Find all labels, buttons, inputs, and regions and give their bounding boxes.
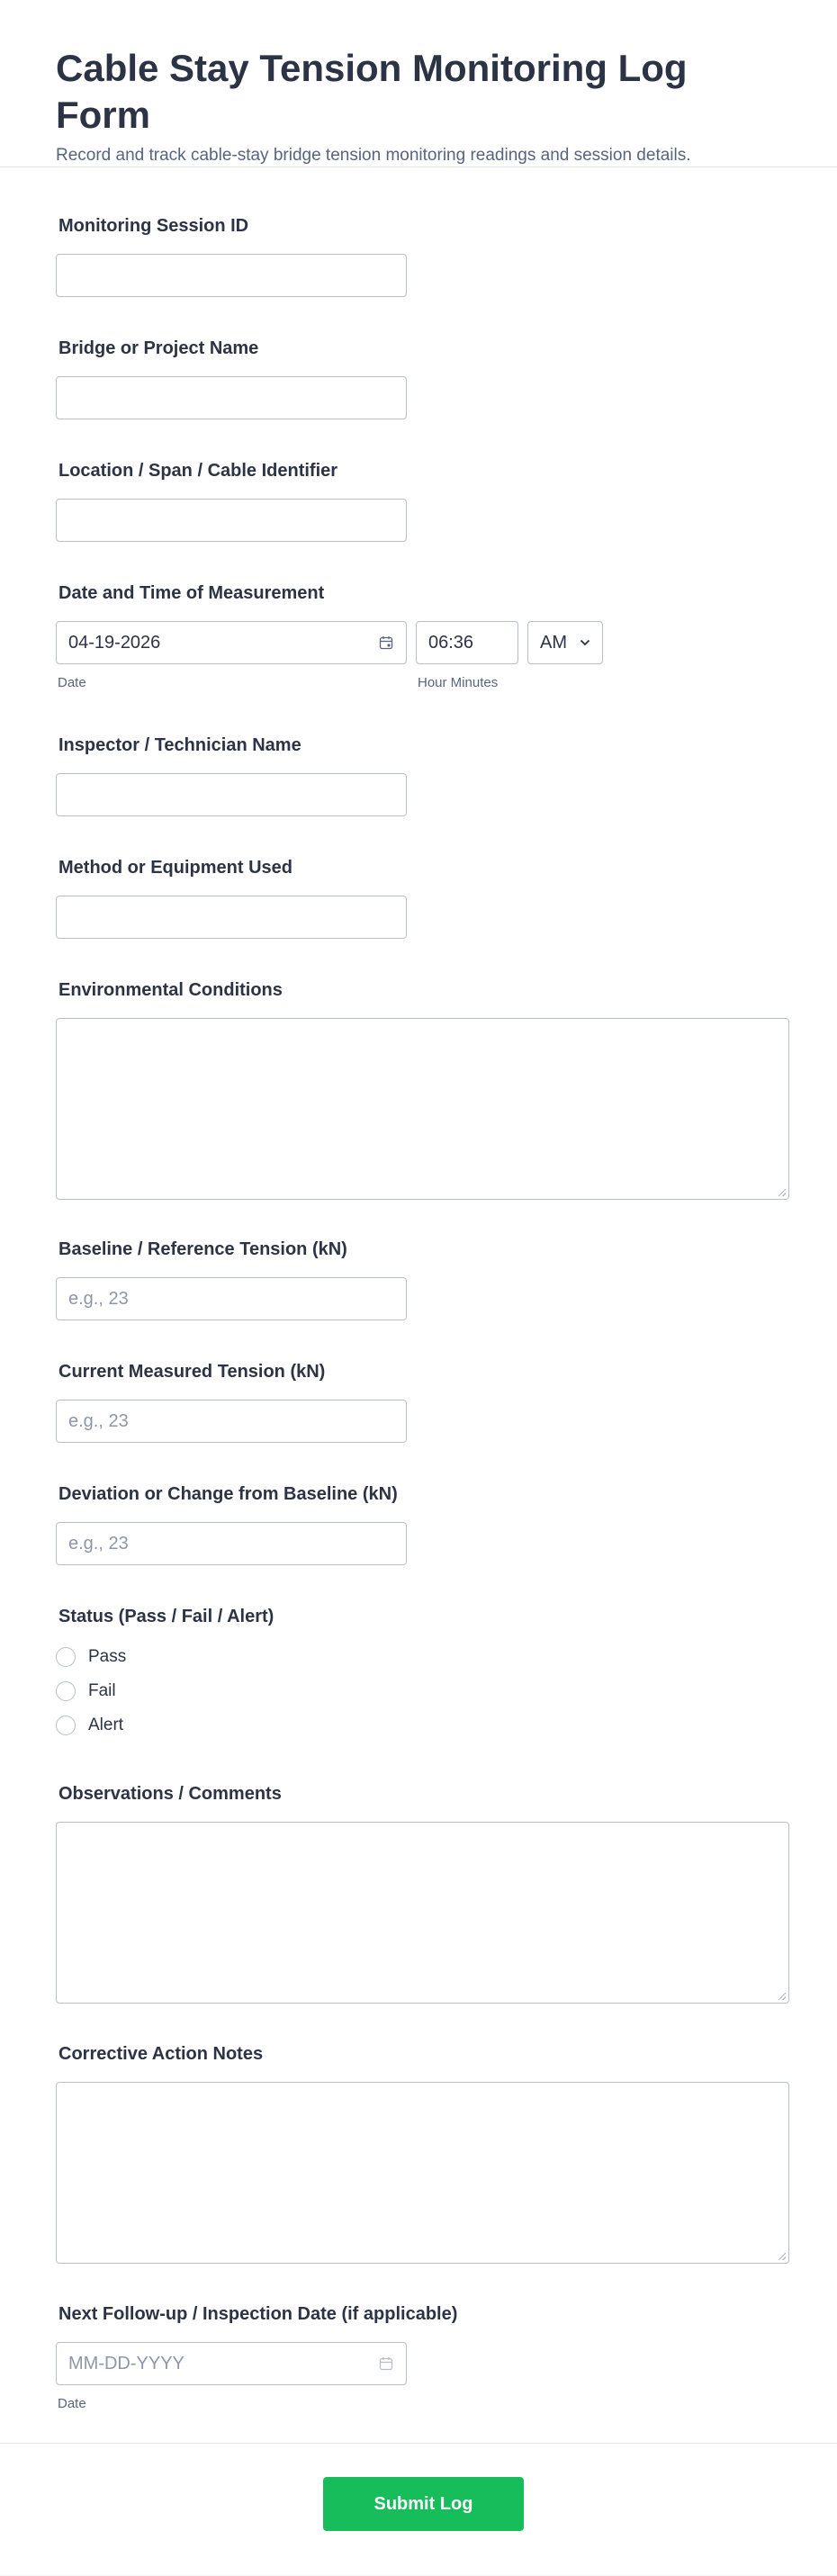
status-label: Status (Pass / Fail / Alert): [58, 1607, 274, 1626]
date-value: 04-19-2026: [68, 632, 161, 653]
field-environment: [56, 978, 789, 1200]
deviation-input[interactable]: e.g., 23: [56, 1522, 407, 1565]
form-subtitle: Record and track cable-stay bridge tension monitoring readings and session details.: [56, 146, 691, 165]
radio-alert[interactable]: [56, 1716, 76, 1735]
radio-option-pass[interactable]: [56, 1640, 274, 1674]
deviation-label: Deviation or Change from Baseline (kN): [58, 1484, 398, 1504]
form-header: [0, 0, 837, 167]
bridge-name-input[interactable]: [56, 376, 407, 419]
field-location: [56, 459, 407, 542]
radio-option-alert[interactable]: [56, 1708, 274, 1743]
observations-label: Observations / Comments: [58, 1784, 282, 1804]
current-input[interactable]: e.g., 23: [56, 1400, 407, 1443]
radio-option-fail[interactable]: [56, 1674, 274, 1708]
next-date-sub-label: Date: [58, 2396, 86, 2411]
next-date-label: Next Follow-up / Inspection Date (if applicable): [58, 2304, 458, 2324]
baseline-label: Baseline / Reference Tension (kN): [58, 1239, 347, 1259]
calendar-icon[interactable]: [379, 635, 393, 650]
inspector-label: Inspector / Technician Name: [58, 735, 302, 755]
ampm-select[interactable]: [527, 621, 603, 664]
submit-button[interactable]: Submit Log: [323, 2477, 524, 2531]
status-radio-group: [56, 1640, 274, 1743]
field-method: [56, 856, 407, 939]
location-input[interactable]: [56, 499, 407, 542]
field-baseline: [56, 1238, 407, 1320]
time-sub-label: Hour Minutes: [418, 675, 499, 690]
radio-pass-label: Pass: [88, 1647, 127, 1666]
radio-fail-label: Fail: [88, 1681, 116, 1700]
corrective-label: Corrective Action Notes: [58, 2044, 264, 2064]
field-next-date: [56, 2302, 457, 2411]
date-group: [56, 621, 407, 690]
field-inspector: [56, 734, 407, 816]
date-input[interactable]: [56, 621, 407, 664]
next-date-placeholder: MM-DD-YYYY: [68, 2353, 184, 2373]
corrective-textarea[interactable]: [56, 2082, 789, 2264]
form-title: Cable Stay Tension Monitoring Log Form: [56, 47, 688, 136]
method-input[interactable]: [56, 896, 407, 939]
bridge-name-label: Bridge or Project Name: [58, 338, 259, 358]
field-deviation: [56, 1482, 407, 1565]
field-corrective: [56, 2042, 789, 2264]
resize-handle-icon[interactable]: [778, 1993, 786, 2000]
form-footer: [0, 2443, 837, 2576]
time-group: [416, 621, 603, 690]
method-label: Method or Equipment Used: [58, 858, 292, 878]
observations-textarea[interactable]: [56, 1822, 789, 2004]
field-session-id: [56, 214, 407, 297]
time-input[interactable]: 06:36: [416, 621, 518, 664]
date-sub-label: Date: [58, 675, 86, 690]
next-date-input[interactable]: [56, 2342, 407, 2385]
current-label: Current Measured Tension (kN): [58, 1362, 326, 1382]
environment-textarea[interactable]: [56, 1018, 789, 1200]
datetime-label: Date and Time of Measurement: [58, 583, 325, 603]
chevron-down-icon: [580, 639, 590, 646]
location-label: Location / Span / Cable Identifier: [58, 461, 338, 481]
resize-handle-icon[interactable]: [778, 2253, 786, 2260]
radio-alert-label: Alert: [88, 1716, 124, 1734]
field-datetime: [56, 581, 603, 690]
datetime-inputs: [56, 621, 603, 690]
resize-handle-icon[interactable]: [778, 1189, 786, 1196]
environment-label: Environmental Conditions: [58, 980, 283, 1000]
calendar-icon[interactable]: [379, 2356, 393, 2371]
inspector-input[interactable]: [56, 773, 407, 816]
session-id-label: Monitoring Session ID: [58, 216, 249, 236]
radio-pass[interactable]: [56, 1647, 76, 1667]
radio-fail[interactable]: [56, 1681, 76, 1701]
field-observations: [56, 1782, 789, 2004]
field-status: [56, 1605, 274, 1743]
field-current: [56, 1360, 407, 1443]
ampm-value: AM: [540, 632, 567, 653]
field-bridge-name: [56, 337, 407, 419]
session-id-input[interactable]: [56, 254, 407, 297]
baseline-input[interactable]: e.g., 23: [56, 1277, 407, 1320]
